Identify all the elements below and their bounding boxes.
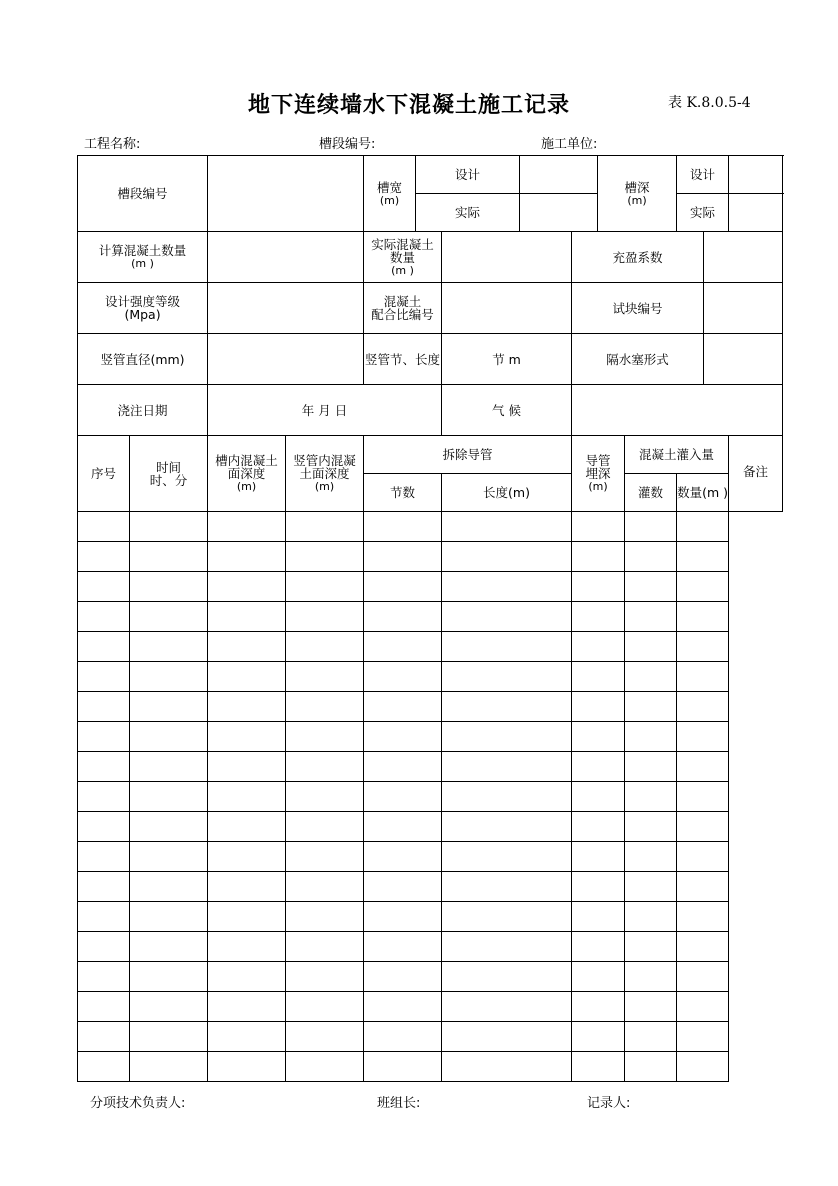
table-cell[interactable] (625, 992, 677, 1022)
depth-design-label: 设计 (677, 156, 729, 194)
weather-value[interactable] (572, 385, 783, 436)
table-cell[interactable] (208, 932, 286, 962)
design-strength-label (78, 283, 208, 334)
table-cell[interactable] (78, 542, 130, 572)
test-block-value[interactable] (704, 283, 783, 334)
table-cell[interactable] (130, 872, 208, 902)
table-cell[interactable] (625, 752, 677, 782)
depth-actual-value[interactable] (729, 194, 783, 232)
table-cell[interactable] (677, 932, 729, 962)
col-trench-depth (208, 436, 286, 512)
team-leader-label: 班组长: (377, 1096, 421, 1111)
table-cell[interactable] (572, 722, 625, 752)
construction-unit-label: 施工单位: (541, 137, 598, 152)
table-cell[interactable] (286, 1022, 364, 1052)
recorder-label: 记录人: (587, 1096, 631, 1111)
col-pour-amount: 混凝土灌入量 (625, 436, 729, 474)
plug-type-value[interactable] (704, 334, 783, 385)
table-cell[interactable] (364, 902, 442, 932)
table-cell[interactable] (572, 752, 625, 782)
table-row (78, 602, 783, 632)
col-trench-depth-l2: 面深度 (227, 466, 266, 481)
table-cell[interactable] (78, 902, 130, 932)
width-actual-label: 实际 (416, 194, 520, 232)
table-cell[interactable] (208, 662, 286, 692)
table-cell[interactable] (78, 722, 130, 752)
table-cell[interactable] (364, 572, 442, 602)
design-strength-unit: (Mpa) (124, 307, 161, 322)
table-cell[interactable] (442, 1022, 572, 1052)
table-cell[interactable] (286, 692, 364, 722)
table-cell[interactable] (130, 842, 208, 872)
col-embed-l1: 导管 (585, 453, 611, 468)
table-cell[interactable] (78, 782, 130, 812)
table-cell[interactable] (677, 992, 729, 1022)
table-cell[interactable] (130, 1052, 208, 1082)
fill-coefficient-value[interactable] (704, 232, 783, 283)
table-row (78, 962, 783, 992)
table-row (78, 542, 783, 572)
table-cell[interactable] (78, 812, 130, 842)
table-row (78, 512, 783, 542)
table-cell[interactable] (130, 752, 208, 782)
section-m-value[interactable]: 节 m (442, 334, 572, 385)
width-actual-value[interactable] (520, 194, 598, 232)
table-cell[interactable] (677, 1022, 729, 1052)
table-cell[interactable] (208, 962, 286, 992)
table-cell[interactable] (572, 602, 625, 632)
table-row (78, 902, 783, 932)
table-row (78, 812, 783, 842)
calc-concrete-value[interactable] (208, 232, 364, 283)
table-cell[interactable] (625, 572, 677, 602)
table-cell[interactable] (130, 992, 208, 1022)
pipe-diameter-value[interactable] (208, 334, 364, 385)
table-cell[interactable] (130, 512, 208, 542)
actual-concrete-value[interactable] (442, 232, 572, 283)
table-cell[interactable] (625, 1052, 677, 1082)
table-cell[interactable] (208, 632, 286, 662)
table-row (78, 872, 783, 902)
table-cell[interactable] (286, 632, 364, 662)
table-cell[interactable] (677, 782, 729, 812)
table-cell[interactable] (442, 812, 572, 842)
table-row (78, 992, 783, 1022)
table-cell[interactable] (286, 902, 364, 932)
table-cell[interactable] (78, 1022, 130, 1052)
table-cell[interactable] (442, 542, 572, 572)
table-cell[interactable] (442, 842, 572, 872)
table-cell[interactable] (625, 662, 677, 692)
col-remarks: 备注 (743, 464, 769, 479)
depth-actual-label: 实际 (677, 194, 729, 232)
table-cell[interactable] (208, 902, 286, 932)
table-cell[interactable] (286, 752, 364, 782)
col-time-l1: 时间 (156, 459, 182, 475)
table-cell[interactable] (625, 842, 677, 872)
width-design-label: 设计 (416, 156, 520, 194)
table-cell[interactable] (364, 872, 442, 902)
table-cell[interactable] (78, 512, 130, 542)
table-cell[interactable] (625, 632, 677, 662)
table-cell[interactable] (677, 632, 729, 662)
table-cell[interactable] (677, 512, 729, 542)
col-sections: 节数 (364, 474, 442, 512)
table-cell[interactable] (78, 1052, 130, 1082)
table-cell[interactable] (572, 1052, 625, 1082)
table-cell[interactable] (442, 962, 572, 992)
pour-date-value[interactable]: 年 月 日 (208, 385, 442, 436)
trench-depth-label (598, 156, 677, 232)
table-cell[interactable] (286, 842, 364, 872)
actual-concrete-unit: (m ) (391, 263, 414, 277)
record-table (77, 155, 783, 1082)
table-cell[interactable] (625, 782, 677, 812)
col-seq: 序号 (78, 436, 130, 512)
table-cell[interactable] (572, 512, 625, 542)
depth-design-value[interactable] (729, 156, 783, 194)
trench-width-unit: (m) (379, 193, 400, 207)
table-cell[interactable] (572, 572, 625, 602)
table-cell[interactable] (625, 602, 677, 632)
table-row (78, 842, 783, 872)
table-cell[interactable] (286, 662, 364, 692)
table-cell[interactable] (625, 812, 677, 842)
table-cell[interactable] (130, 902, 208, 932)
table-cell[interactable] (364, 722, 442, 752)
table-cell[interactable] (208, 812, 286, 842)
width-design-value[interactable] (520, 156, 598, 194)
table-cell[interactable] (677, 572, 729, 602)
table-cell[interactable] (78, 572, 130, 602)
table-cell[interactable] (677, 1052, 729, 1082)
table-cell[interactable] (364, 782, 442, 812)
table-cell[interactable] (442, 752, 572, 782)
trench-width-label (364, 156, 416, 232)
table-cell[interactable] (364, 752, 442, 782)
table-cell[interactable] (208, 692, 286, 722)
table-cell[interactable] (130, 692, 208, 722)
table-cell[interactable] (572, 782, 625, 812)
mix-ratio-value[interactable] (442, 283, 572, 334)
table-cell[interactable] (364, 1022, 442, 1052)
table-cell[interactable] (78, 962, 130, 992)
table-cell[interactable] (130, 722, 208, 752)
table-cell[interactable] (572, 662, 625, 692)
table-cell[interactable] (364, 632, 442, 662)
table-cell[interactable] (677, 542, 729, 572)
table-cell[interactable] (572, 632, 625, 662)
table-row (78, 782, 783, 812)
table-row (78, 1052, 783, 1082)
table-cell[interactable] (442, 692, 572, 722)
table-cell[interactable] (677, 752, 729, 782)
col-buckets: 灌数 (625, 474, 677, 512)
table-cell[interactable] (130, 662, 208, 692)
table-row (78, 932, 783, 962)
table-cell[interactable] (364, 992, 442, 1022)
trench-width-text: 槽宽 (377, 179, 403, 195)
weather-label: 气 候 (442, 385, 572, 436)
table-cell[interactable] (208, 842, 286, 872)
table-cell[interactable] (208, 782, 286, 812)
table-row (78, 662, 783, 692)
table-cell[interactable] (208, 722, 286, 752)
table-cell[interactable] (130, 782, 208, 812)
table-cell[interactable] (677, 842, 729, 872)
table-cell[interactable] (286, 962, 364, 992)
table-cell[interactable] (442, 872, 572, 902)
table-cell[interactable] (364, 842, 442, 872)
table-cell[interactable] (442, 572, 572, 602)
actual-concrete-label (364, 232, 442, 283)
table-cell[interactable] (364, 692, 442, 722)
col-time-l2: 时、分 (149, 472, 188, 488)
table-cell[interactable] (130, 602, 208, 632)
table-cell[interactable] (625, 542, 677, 572)
col-time (130, 436, 208, 512)
table-row (78, 1022, 783, 1052)
table-cell[interactable] (572, 1022, 625, 1052)
table-cell[interactable] (78, 692, 130, 722)
table-cell[interactable] (677, 902, 729, 932)
table-cell[interactable] (572, 842, 625, 872)
table-cell[interactable] (286, 602, 364, 632)
col-pipe-depth-l3: (m) (314, 480, 335, 493)
segment-no-header-label: 槽段编号: (319, 137, 376, 152)
table-cell[interactable] (208, 602, 286, 632)
table-cell[interactable] (572, 962, 625, 992)
table-cell[interactable] (364, 932, 442, 962)
table-cell[interactable] (572, 872, 625, 902)
table-cell[interactable] (130, 812, 208, 842)
table-cell[interactable] (572, 902, 625, 932)
table-cell[interactable] (442, 992, 572, 1022)
table-cell[interactable] (286, 872, 364, 902)
table-cell[interactable] (625, 722, 677, 752)
table-cell[interactable] (286, 782, 364, 812)
table-cell[interactable] (364, 542, 442, 572)
table-cell[interactable] (572, 932, 625, 962)
table-cell[interactable] (78, 752, 130, 782)
table-cell[interactable] (442, 932, 572, 962)
table-cell[interactable] (130, 962, 208, 992)
design-strength-value[interactable] (208, 283, 364, 334)
remarks-column[interactable] (729, 436, 783, 512)
table-cell[interactable] (130, 1022, 208, 1052)
table-cell[interactable] (130, 932, 208, 962)
table-cell[interactable] (572, 692, 625, 722)
fill-coefficient-label: 充盈系数 (572, 232, 704, 283)
table-cell[interactable] (442, 1052, 572, 1082)
table-cell[interactable] (208, 512, 286, 542)
table-cell[interactable] (286, 812, 364, 842)
table-cell[interactable] (286, 572, 364, 602)
col-embed-l2: 埋深 (585, 466, 611, 481)
table-cell[interactable] (677, 602, 729, 632)
table-cell[interactable] (442, 722, 572, 752)
table-cell[interactable] (208, 1052, 286, 1082)
col-pipe-depth-l2: 土面深度 (299, 466, 350, 481)
col-quantity: 数量(m ) (677, 474, 729, 512)
table-cell[interactable] (442, 602, 572, 632)
table-cell[interactable] (78, 602, 130, 632)
table-cell[interactable] (208, 992, 286, 1022)
table-cell[interactable] (130, 572, 208, 602)
table-cell[interactable] (442, 782, 572, 812)
mix-ratio-label (364, 283, 442, 334)
col-length: 长度(m) (442, 474, 572, 512)
table-cell[interactable] (286, 512, 364, 542)
pipe-section-length-label: 竖管节、长度 (364, 334, 442, 385)
table-cell[interactable] (677, 872, 729, 902)
table-cell[interactable] (286, 932, 364, 962)
col-trench-depth-l3: (m) (236, 480, 257, 493)
table-row (78, 572, 783, 602)
table-cell[interactable] (677, 722, 729, 752)
table-cell[interactable] (364, 512, 442, 542)
tech-lead-label: 分项技术负责人: (90, 1096, 186, 1111)
table-cell[interactable] (208, 572, 286, 602)
table-cell[interactable] (442, 902, 572, 932)
table-cell[interactable] (625, 1022, 677, 1052)
table-row (78, 632, 783, 662)
table-cell[interactable] (364, 962, 442, 992)
trench-depth-unit: (m) (627, 193, 647, 207)
table-cell[interactable] (78, 632, 130, 662)
table-cell[interactable] (625, 902, 677, 932)
table-cell[interactable] (78, 662, 130, 692)
table-row (78, 722, 783, 752)
test-block-label: 试块编号 (572, 283, 704, 334)
table-cell[interactable] (625, 932, 677, 962)
table-cell[interactable] (364, 812, 442, 842)
table-cell[interactable] (130, 632, 208, 662)
plug-type-label: 隔水塞形式 (572, 334, 704, 385)
table-cell[interactable] (364, 662, 442, 692)
mix-ratio-text2: 配合比编号 (371, 307, 434, 322)
actual-concrete-text: 实际混凝土 数量 (371, 236, 434, 265)
page-title: 地下连续墙水下混凝土施工记录 (248, 93, 571, 118)
table-cell[interactable] (677, 692, 729, 722)
segment-no-value[interactable] (208, 156, 364, 232)
pour-date-label: 浇注日期 (78, 385, 208, 436)
table-cell[interactable] (130, 542, 208, 572)
col-embed-depth (572, 436, 625, 512)
pipe-diameter-label: 竖管直径(mm) (78, 334, 208, 385)
table-cell[interactable] (78, 842, 130, 872)
table-cell[interactable] (208, 1022, 286, 1052)
table-cell[interactable] (442, 632, 572, 662)
table-cell[interactable] (677, 962, 729, 992)
table-cell[interactable] (286, 542, 364, 572)
table-cell[interactable] (78, 992, 130, 1022)
design-strength-text: 设计强度等级 (105, 294, 181, 309)
table-cell[interactable] (208, 542, 286, 572)
trench-depth-text: 槽深 (624, 179, 650, 195)
table-cell[interactable] (78, 872, 130, 902)
col-remove-pipe: 拆除导管 (364, 436, 572, 474)
table-cell[interactable] (572, 542, 625, 572)
table-cell[interactable] (442, 512, 572, 542)
table-cell[interactable] (625, 692, 677, 722)
table-cell[interactable] (286, 992, 364, 1022)
table-cell[interactable] (208, 752, 286, 782)
mix-ratio-text: 混凝土 (383, 294, 422, 309)
table-cell[interactable] (625, 872, 677, 902)
col-trench-depth-l1: 槽内混凝土 (215, 453, 278, 468)
col-embed-l3: (m) (588, 480, 608, 493)
table-cell[interactable] (625, 512, 677, 542)
table-cell[interactable] (78, 932, 130, 962)
form-number: 表 K.8.0.5-4 (668, 95, 751, 111)
table-row (78, 752, 783, 782)
table-cell[interactable] (677, 662, 729, 692)
table-cell[interactable] (442, 662, 572, 692)
table-cell[interactable] (364, 1052, 442, 1082)
table-row (78, 692, 783, 722)
segment-no-label: 槽段编号 (78, 156, 208, 232)
col-pipe-depth-l1: 竖管内混凝 (293, 453, 356, 468)
table-cell[interactable] (572, 992, 625, 1022)
table-cell[interactable] (286, 722, 364, 752)
col-pipe-depth (286, 436, 364, 512)
project-name-label: 工程名称: (84, 137, 141, 152)
table-cell[interactable] (572, 812, 625, 842)
calc-concrete-unit: (m ) (131, 257, 154, 270)
table-cell[interactable] (286, 1052, 364, 1082)
table-cell[interactable] (625, 962, 677, 992)
table-cell[interactable] (677, 812, 729, 842)
table-cell[interactable] (208, 872, 286, 902)
calc-concrete-text: 计算混凝土数量 (98, 243, 187, 258)
table-cell[interactable] (364, 602, 442, 632)
calc-concrete-label (78, 232, 208, 283)
